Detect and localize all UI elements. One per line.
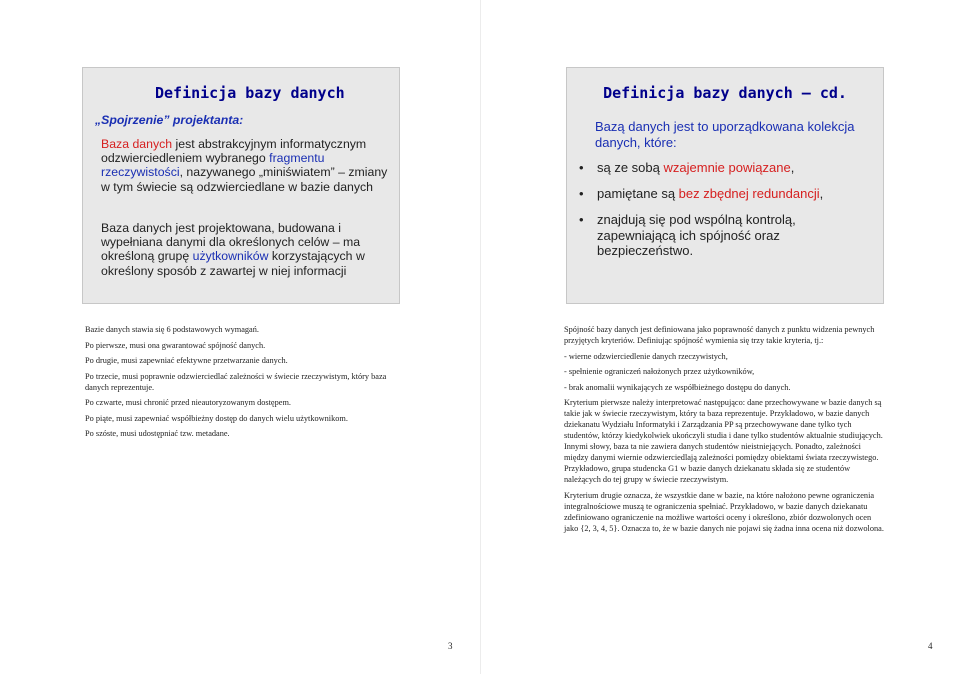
slide-subtitle: „Spojrzenie” projektanta: — [95, 113, 244, 127]
bullet-item — [579, 212, 869, 259]
page-number: 3 — [448, 641, 453, 651]
note-paragraph: Po czwarte, musi chronić przed nieautoryzowanym dostępem. — [85, 398, 291, 407]
bullet-item — [579, 186, 869, 202]
bullet-icon: • — [579, 160, 584, 175]
bullet-text: pamiętane są — [597, 186, 679, 201]
bullet-icon: • — [579, 186, 584, 201]
bullet-icon: • — [579, 212, 584, 227]
note-paragraph: Po szóste, musi udostępniać tzw. metadane. — [85, 429, 230, 438]
slide-intro: Bazą danych jest to uporządkowana kolekcja danych, które: — [595, 119, 855, 150]
bullet-text: , — [790, 160, 795, 175]
slide-title: Definicja bazy danych — [155, 84, 345, 102]
paragraph-text: , nazywanego „miniświatem” – zmiany w tym świecie są odzwierciedlane w bazie danych — [101, 165, 388, 194]
page-number: 4 — [928, 641, 933, 651]
highlight-text: fragmentu rzeczywistości — [101, 151, 325, 180]
note-paragraph: Spójność bazy danych jest definiowana jako poprawność danych z punktu widzenia pewnych przyjętych kryteriów. Definiując spójność wymienia się trzy takie kryteria, tj.: — [564, 325, 875, 345]
note-paragraph: - spełnienie ograniczeń nałożonych przez użytkowników, — [564, 367, 755, 376]
paragraph-text: Baza danych jest projektowana, budowana i wypełniana danymi dla określonych celów – ma określoną grupę — [101, 221, 361, 264]
bullet-item — [579, 160, 869, 176]
bullet-text: są ze sobą — [597, 160, 664, 175]
note-paragraph: Po pierwsze, musi ona gwarantować spójność danych. — [85, 340, 266, 350]
paragraph-text: korzystających w określony sposób z zawartej w niej informacji — [101, 249, 365, 278]
highlight-text: bez zbędnej redundancji — [678, 186, 820, 201]
paragraph-text: jest abstrakcyjnym informatycznym odzwierciedleniem wybranego — [101, 137, 367, 166]
note-paragraph: - wierne odzwierciedlenie danych rzeczywistych, — [564, 351, 728, 361]
highlight-text: wzajemnie powiązane — [663, 160, 791, 175]
note-paragraph: Po trzecie, musi poprawnie odzwierciedlać zależności w świecie rzeczywistym, który baza danych reprezentuje. — [85, 371, 387, 392]
bullet-text: znajdują się pod wspólną kontrolą, zapewniającą ich spójność oraz bezpieczeństwo. — [597, 212, 796, 258]
page-right — [481, 0, 960, 674]
note-paragraph: Po drugie, musi zapewniać efektywne przetwarzanie danych. — [85, 356, 288, 365]
slide-paragraph-2 — [101, 221, 391, 278]
slide-paragraph-1 — [101, 137, 391, 194]
notes-left — [85, 324, 405, 444]
note-paragraph: Po piąte, musi zapewniać współbieżny dostęp do danych wielu użytkownikom. — [85, 413, 348, 423]
highlight-text: Baza danych — [101, 137, 173, 151]
note-paragraph: Bazie danych stawia się 6 podstawowych wymagań. — [85, 325, 259, 334]
notes-right — [564, 324, 886, 538]
slide-right — [566, 67, 884, 304]
note-paragraph: - brak anomalii wynikających ze współbieżnego dostępu do danych. — [564, 382, 791, 392]
note-paragraph: Kryterium pierwsze należy interpretować następująco: dane przechowywane w bazie danych są takie jak w świecie rzeczywistym, który ta baza reprezentuje. Przykładowo, w bazie danych dziekanatu Wydziału Informatyki i Zarządzania PP są przechowywane dane tylko tych studentów, którzy kiedykolwiek ukończyli studia i dane tylko studentów aktualnie studiujących. Innymi słowy, baza ta nie zawiera danych studentów nieistniejących. Ponadto, zależności między danymi wiernie odzwierciedlają zależności pomiędzy obiektami świata rzeczywistego. Przykładowo, grupa studencka G1 w bazie danych dziekanatu składa się ze studentów należących do tej grupy w świecie rzeczywistym. — [564, 398, 883, 484]
bullet-text: , — [819, 186, 824, 201]
slide-left — [82, 67, 400, 304]
slide-title: Definicja bazy danych – cd. — [603, 84, 847, 102]
note-paragraph: Kryterium drugie oznacza, że wszystkie dane w bazie, na które nałożono pewne ograniczenia integralnościowe muszą te ograniczenia spełniać. Przykładowo, w bazie danych dziekanatu zdefiniowano ograniczenie na możliwe wartości oceny i określono, zbiór dozwolonych ocen jako {2, 3, 4, 5}. Oznacza to, że w bazie danych nie pojawi się żadna inna ocena niż dozwolona. — [564, 490, 884, 533]
highlight-text: użytkowników — [192, 249, 269, 264]
